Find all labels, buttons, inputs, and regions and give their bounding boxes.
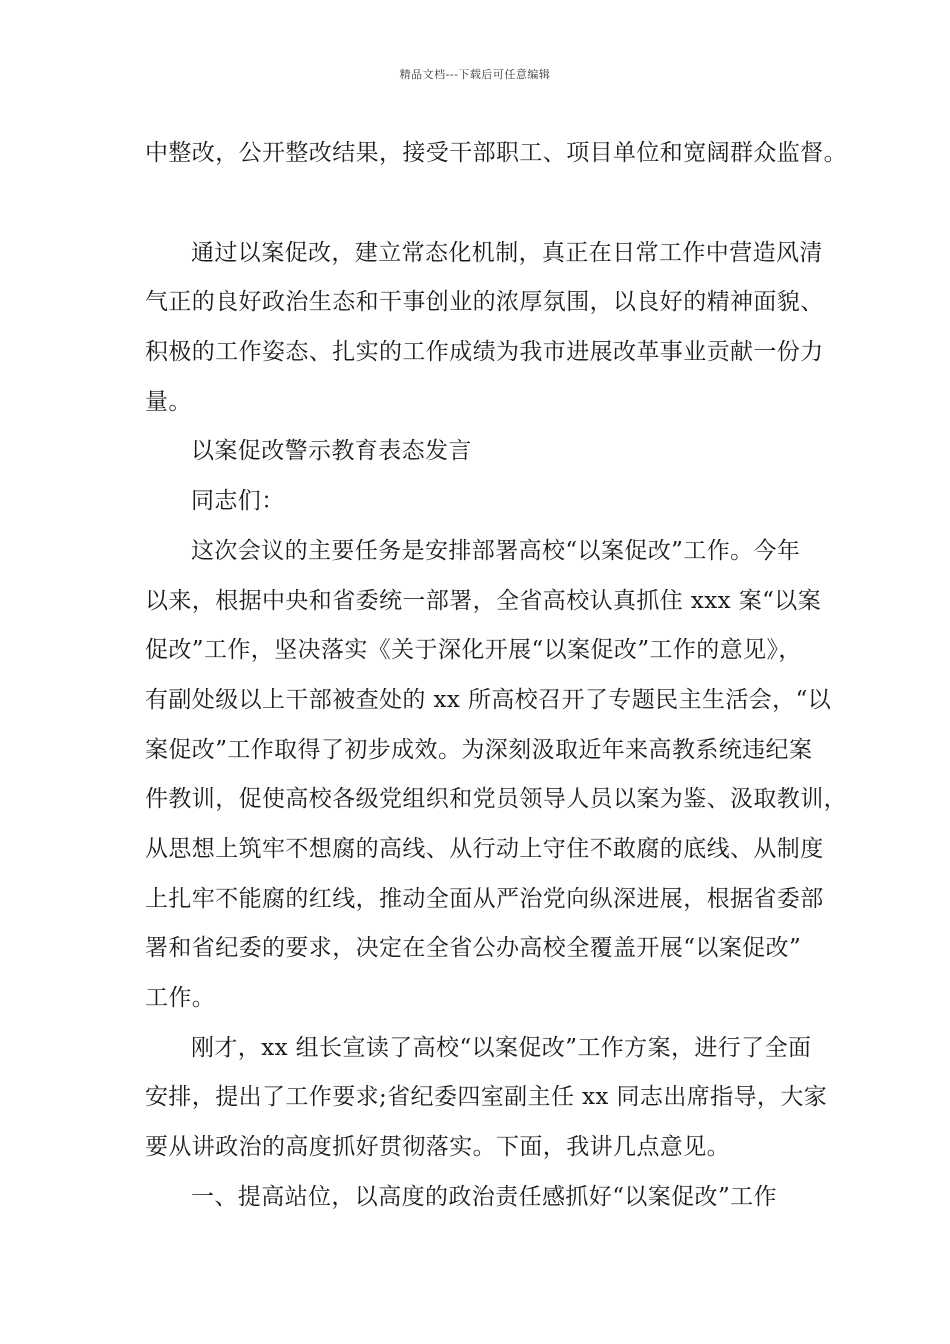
body-line: 要从讲政治的高度抓好贯彻落实。下面，我讲几点意见。 xyxy=(145,1134,730,1161)
body-line: 件教训，促使高校各级党组织和党员领导人员以案为鉴、汲取教训， xyxy=(145,786,847,813)
paragraph-gap xyxy=(145,179,825,229)
salutation: 同志们： xyxy=(191,488,285,515)
body-line: 刚才，xx 组长宣读了高校“以案促改”工作方案，进行了全面 xyxy=(191,1034,812,1061)
body-line: 通过以案促改，建立常态化机制，真正在日常工作中营造风清 xyxy=(191,239,823,266)
body-line: 署和省纪委的要求，决定在全省公办高校全覆盖开展“以案促改” xyxy=(145,935,802,962)
body-line: 安排，提出了工作要求;省纪委四室副主任 xx 同志出席指导，大家 xyxy=(145,1084,828,1111)
body-line: 促改”工作，坚决落实《关于深化开展“以案促改”工作的意见》， xyxy=(145,637,802,664)
section-heading: 一、提高站位，以高度的政治责任感抓好“以案促改”工作 xyxy=(191,1183,777,1210)
page-header: 精品文档---下载后可任意编辑 xyxy=(399,68,551,81)
body-line: 工作。 xyxy=(145,985,216,1011)
body-line: 以来，根据中央和省委统一部署，全省高校认真抓住 xxx 案“以案 xyxy=(145,587,822,614)
body-line: 从思想上筑牢不想腐的高线、从行动上守住不敢腐的底线、从制度 xyxy=(145,835,824,862)
body-line: 上扎牢不能腐的红线，推动全面从严治党向纵深进展，根据省委部 xyxy=(145,885,824,912)
body-line: 有副处级以上干部被查处的 xx 所高校召开了专题民主生活会，“以 xyxy=(145,686,832,713)
body-line: 这次会议的主要任务是安排部署高校“以案促改”工作。今年 xyxy=(191,537,801,564)
document-body xyxy=(145,129,847,1222)
section-title: 以案促改警示教育表态发言 xyxy=(191,438,472,465)
body-line: 气正的良好政治生态和干事创业的浓厚氛围，以良好的精神面貌、 xyxy=(145,289,824,316)
body-line: 中整改，公开整改结果，接受干部职工、项目单位和宽阔群众监督。 xyxy=(145,140,847,166)
body-line: 案促改”工作取得了初步成效。为深刻汲取近年来高教系统违纪案 xyxy=(145,736,813,763)
body-line: 积极的工作姿态、扎实的工作成绩为我市进展改革事业贡献一份力 xyxy=(145,339,824,366)
body-line: 量。 xyxy=(145,388,192,415)
